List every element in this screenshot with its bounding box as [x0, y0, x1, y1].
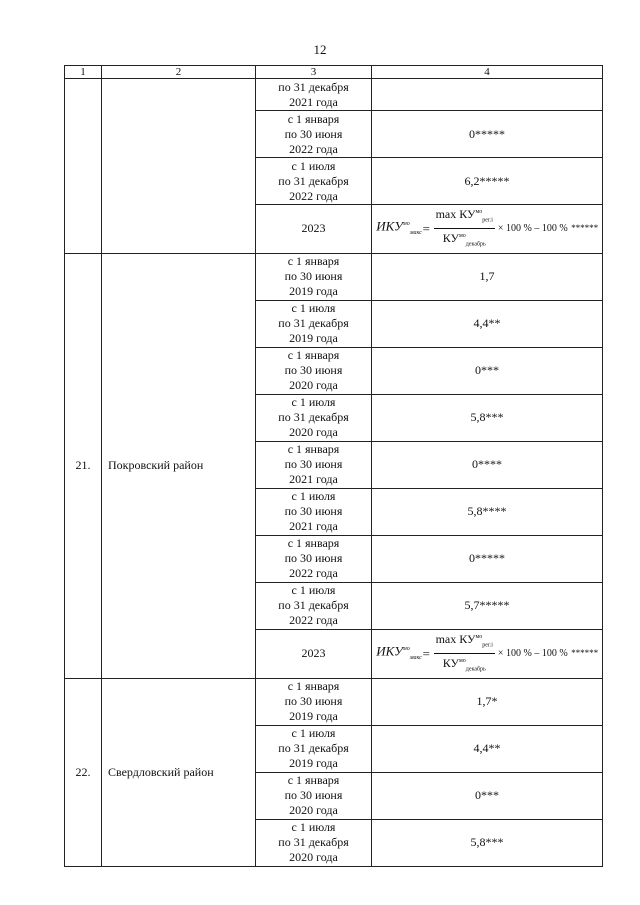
period-line: с 1 января — [287, 442, 340, 457]
period-cell — [256, 158, 372, 205]
period-cell — [256, 347, 372, 394]
equals-sign: = — [421, 221, 431, 237]
period-line: 2021 года — [289, 94, 338, 109]
formula-fraction — [434, 630, 495, 678]
period-cell — [256, 629, 372, 678]
period-cell — [256, 582, 372, 629]
value-cell: 0*** — [372, 772, 603, 819]
value-cell: 4,4** — [372, 725, 603, 772]
period-line: 2023 — [301, 646, 326, 661]
period-line: 2022 года — [289, 141, 338, 156]
value-cell: 5,8*** — [372, 394, 603, 441]
period-line: с 1 июля — [291, 583, 336, 598]
formula-numerator: $\max КУ^{мо}_{рег.i}$ — [434, 630, 495, 654]
period-line: по 30 июня — [284, 363, 343, 378]
period-line: 2020 года — [289, 378, 338, 393]
period-cell — [256, 111, 372, 158]
value-cell: 6,2***** — [372, 158, 603, 205]
period-line: по 30 июня — [284, 788, 343, 803]
district-cell: Свердловский район — [102, 678, 256, 866]
period-cell — [256, 535, 372, 582]
value-cell: 0*** — [372, 347, 603, 394]
formula-tail: × 100 % – 100 % — [497, 648, 568, 660]
value-cell — [372, 79, 603, 111]
formula-tail: × 100 % – 100 % — [497, 223, 568, 235]
period-line: 2019 года — [289, 756, 338, 771]
formula — [376, 205, 597, 253]
header-cell: 1 — [65, 66, 102, 79]
page-number: 12 — [313, 42, 327, 57]
period-cell — [256, 79, 372, 111]
period-cell — [256, 205, 372, 254]
value-cell: 1,7 — [372, 253, 603, 300]
period-line: с 1 января — [287, 111, 340, 126]
value-cell: 4,4** — [372, 300, 603, 347]
period-line: 2021 года — [289, 519, 338, 534]
formula-denominator: $КУ^{мо}_{декабрь}$ — [442, 231, 486, 248]
period-cell — [256, 253, 372, 300]
period-line: по 31 декабря — [278, 79, 349, 94]
period-line: по 31 декабря — [278, 835, 349, 850]
period-line: с 1 января — [287, 254, 340, 269]
district-cell: Покровский район — [102, 253, 256, 678]
header-cell: 4 — [372, 66, 603, 79]
table-row — [65, 79, 603, 111]
period-line: 2022 года — [289, 566, 338, 581]
table-row — [65, 253, 603, 300]
period-line: с 1 января — [287, 773, 340, 788]
value-cell: 0***** — [372, 111, 603, 158]
period-line: 2023 — [301, 221, 326, 236]
period-line: по 31 декабря — [278, 173, 349, 188]
value-cell: 5,7***** — [372, 582, 603, 629]
district-cell — [102, 79, 256, 254]
table-row — [65, 678, 603, 725]
value-cell: 0**** — [372, 441, 603, 488]
formula-stars: ****** — [570, 223, 598, 234]
period-line: по 31 декабря — [278, 598, 349, 613]
period-cell — [256, 394, 372, 441]
equals-sign: = — [421, 646, 431, 662]
tariff-table — [64, 65, 603, 867]
period-cell — [256, 488, 372, 535]
header-row — [65, 66, 603, 79]
header-cell: 2 — [102, 66, 256, 79]
formula-stars: ****** — [570, 648, 598, 659]
period-line: с 1 июля — [291, 395, 336, 410]
period-line: по 30 июня — [284, 504, 343, 519]
header-cell: 3 — [256, 66, 372, 79]
value-cell: 1,7* — [372, 678, 603, 725]
formula-denominator: $КУ^{мо}_{декабрь}$ — [442, 656, 486, 673]
period-line: 2020 года — [289, 803, 338, 818]
period-line: по 30 июня — [284, 694, 343, 709]
period-line: 2019 года — [289, 284, 338, 299]
period-line: 2019 года — [289, 331, 338, 346]
period-line: 2020 года — [289, 425, 338, 440]
period-line: по 30 июня — [284, 457, 343, 472]
period-line: по 31 декабря — [278, 410, 349, 425]
period-line: по 31 декабря — [278, 316, 349, 331]
period-line: с 1 июля — [291, 301, 336, 316]
period-line: по 30 июня — [284, 551, 343, 566]
value-cell: 5,8*** — [372, 819, 603, 866]
period-line: по 31 декабря — [278, 741, 349, 756]
formula-fraction — [434, 205, 495, 253]
formula-lhs: $ИКУ^{мо}_{макс}$ — [376, 218, 422, 236]
period-line: 2022 года — [289, 188, 338, 203]
period-line: 2019 года — [289, 709, 338, 724]
period-line: с 1 июля — [291, 489, 336, 504]
period-cell — [256, 819, 372, 866]
period-cell — [256, 725, 372, 772]
period-line: с 1 июля — [291, 820, 336, 835]
formula-lhs: $ИКУ^{мо}_{макс}$ — [376, 643, 422, 661]
period-line: 2021 года — [289, 472, 338, 487]
value-cell — [372, 205, 603, 254]
period-line: с 1 января — [287, 536, 340, 551]
number-cell: 22. — [65, 678, 102, 866]
value-cell: 0***** — [372, 535, 603, 582]
period-line: с 1 января — [287, 679, 340, 694]
formula-numerator: $\max КУ^{мо}_{рег.i}$ — [434, 205, 495, 229]
period-line: по 30 июня — [284, 126, 343, 141]
value-cell — [372, 629, 603, 678]
period-line: с 1 июля — [291, 726, 336, 741]
period-cell — [256, 772, 372, 819]
period-line: с 1 июля — [291, 158, 336, 173]
period-line: 2022 года — [289, 613, 338, 628]
period-cell — [256, 441, 372, 488]
period-line: по 30 июня — [284, 269, 343, 284]
number-cell: 21. — [65, 253, 102, 678]
period-cell — [256, 300, 372, 347]
formula — [376, 630, 597, 678]
period-cell — [256, 678, 372, 725]
number-cell — [65, 79, 102, 254]
value-cell: 5,8**** — [372, 488, 603, 535]
period-line: с 1 января — [287, 348, 340, 363]
period-line: 2020 года — [289, 850, 338, 865]
